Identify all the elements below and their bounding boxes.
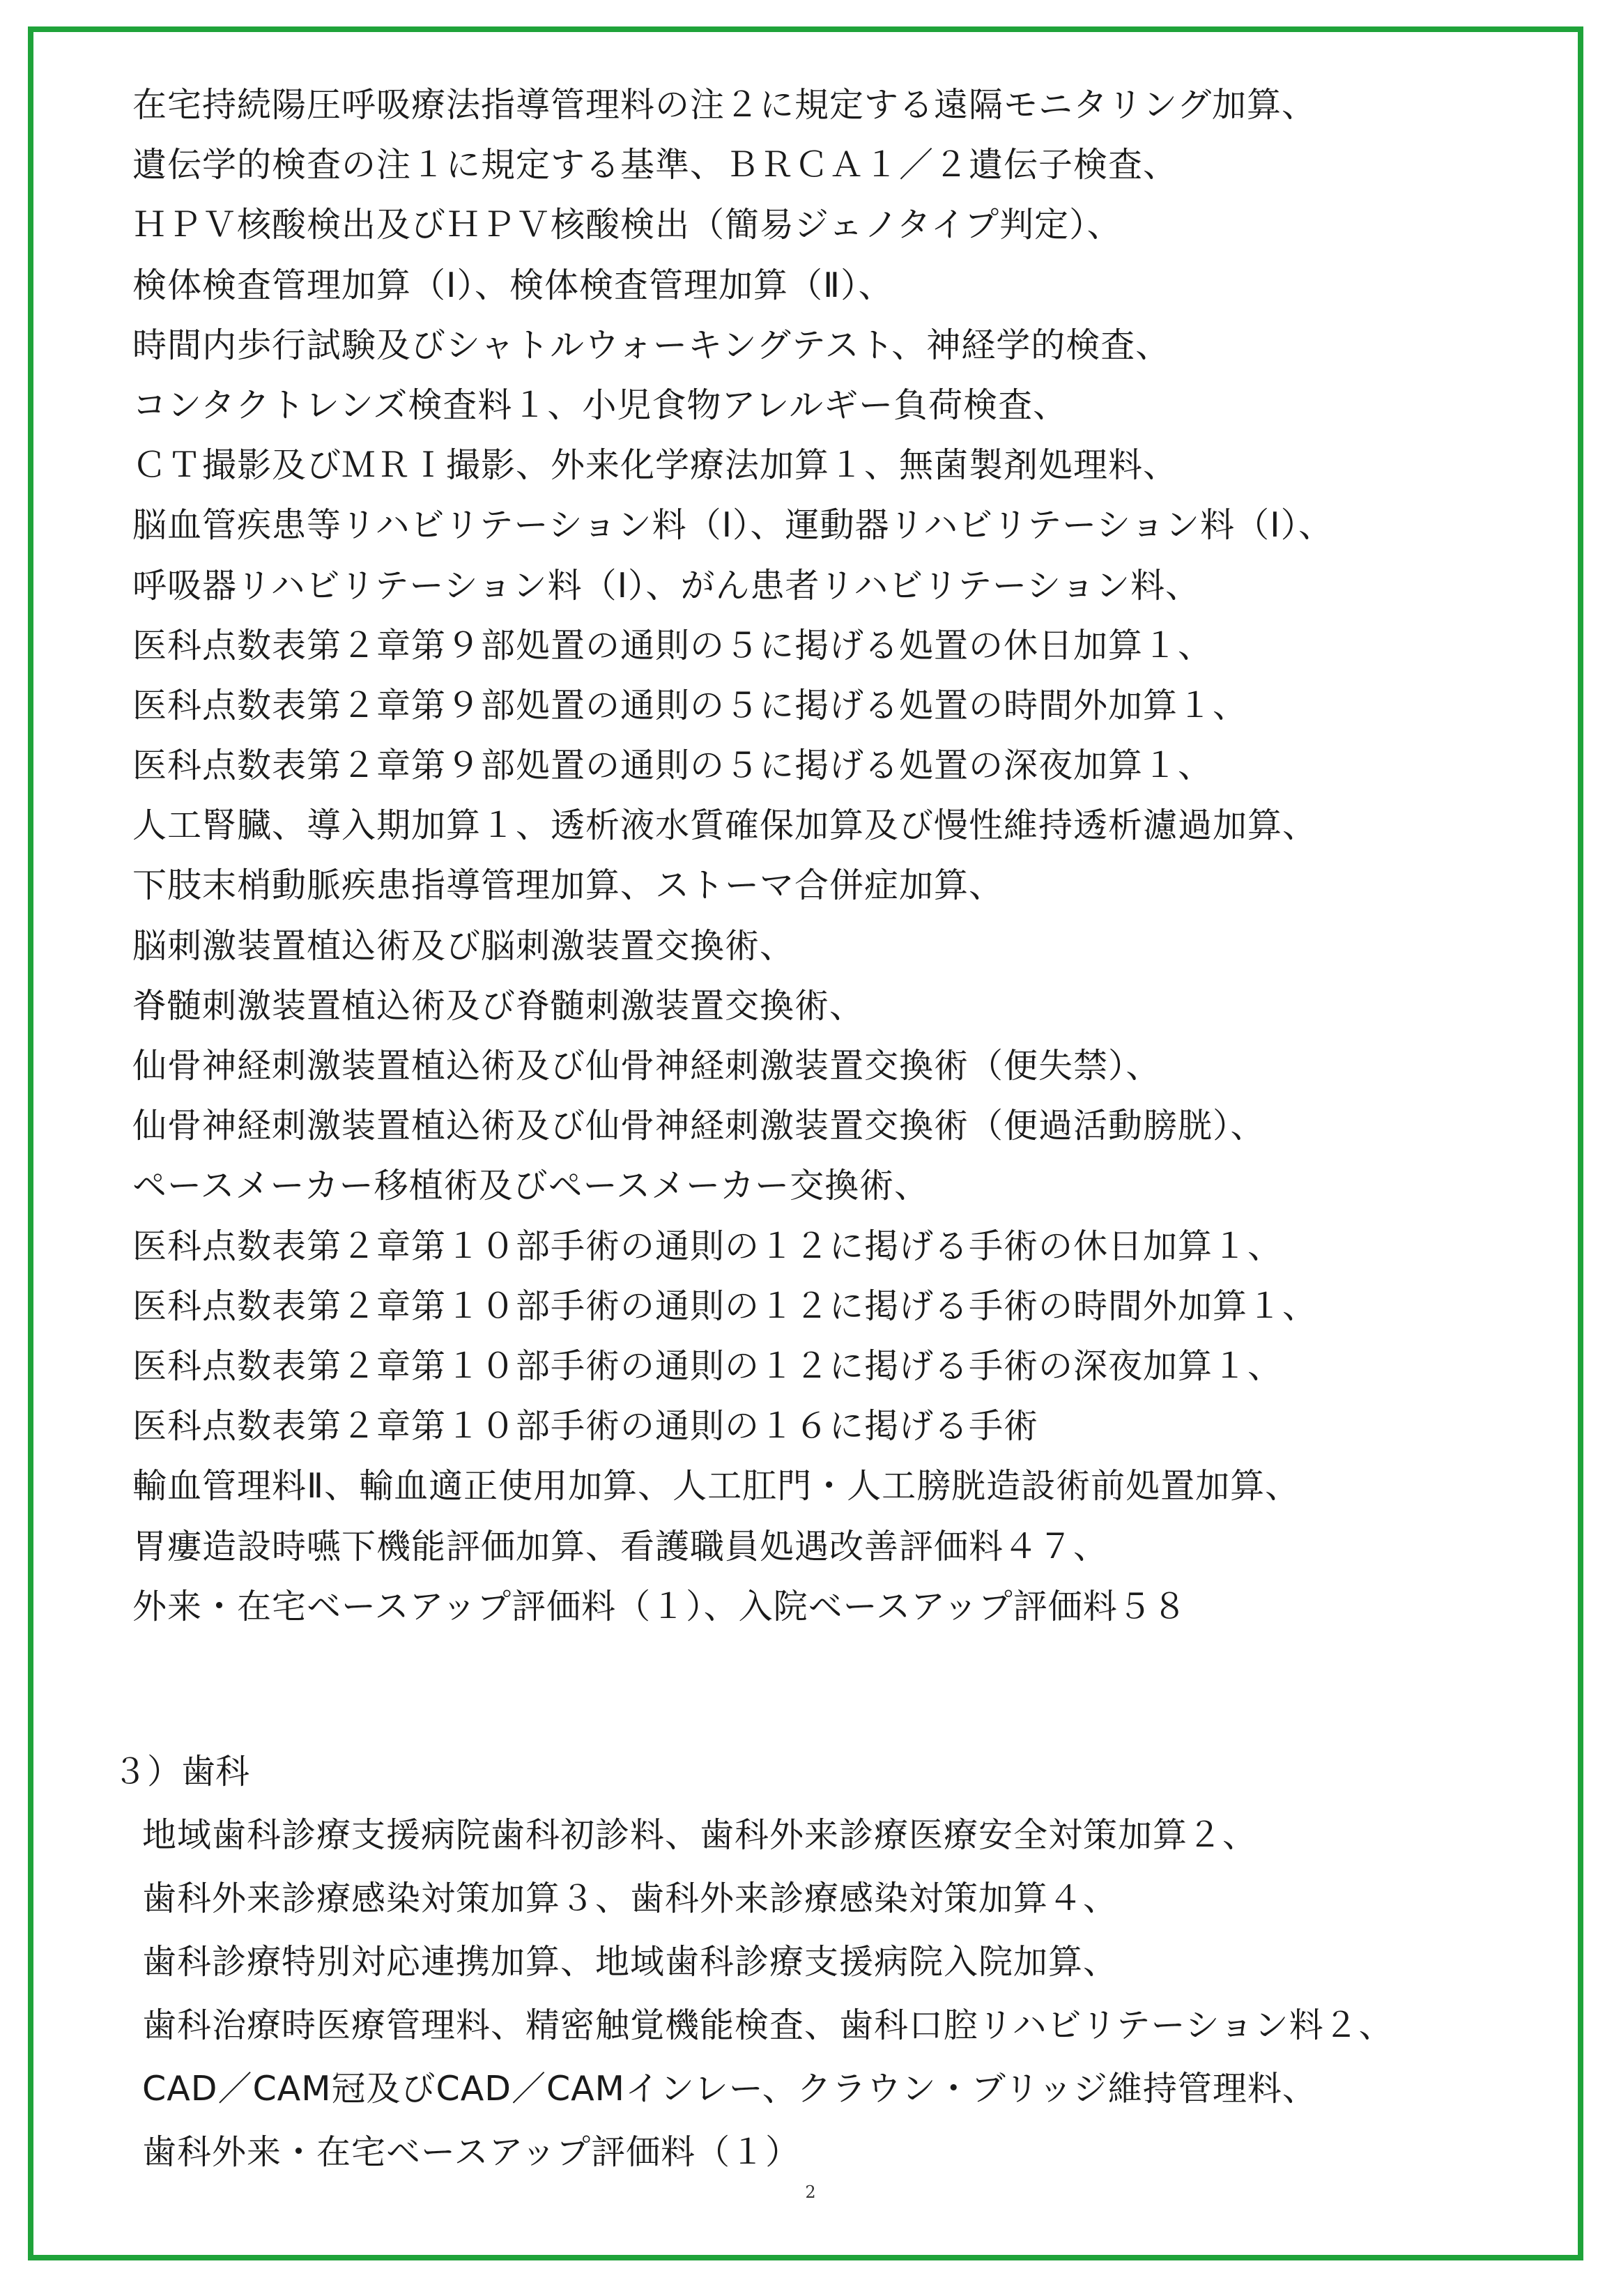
list-item: ＨＰＶ核酸検出及びＨＰＶ核酸検出（簡易ジェノタイプ判定）、	[132, 205, 1122, 245]
list-item: 人工腎臓、導入期加算１、透析液水質確保加算及び慢性維持透析濾過加算、	[132, 806, 1318, 846]
page-number: 2	[805, 2182, 816, 2202]
section-heading-dental: ３）歯科	[113, 1752, 250, 1792]
list-item: 輸血管理料Ⅱ、輸血適正使用加算、人工肛門・人工膀胱造設術前処置加算、	[132, 1466, 1300, 1507]
list-item: ペースメーカー移植術及びペースメーカー交換術、	[132, 1166, 930, 1206]
list-item: 脳血管疾患等リハビリテーション料（Ⅰ）、運動器リハビリテーション料（Ⅰ）、	[132, 505, 1334, 546]
list-item: 医科点数表第２章第１０部手術の通則の１２に掲げる手術の休日加算１、	[132, 1226, 1283, 1266]
medical-list	[132, 75, 1568, 1637]
list-item: 医科点数表第２章第９部処置の通則の５に掲げる処置の休日加算１、	[132, 625, 1213, 665]
list-item: 遺伝学的検査の注１に規定する基準、ＢＲＣＡ１／２遺伝子検査、	[132, 145, 1178, 185]
list-item: 下肢末梢動脈疾患指導管理加算、ストーマ合併症加算、	[132, 865, 1004, 906]
list-item: CAD／CAM冠及びCAD／CAMインレー、クラウン・ブリッジ維持管理料、	[142, 2069, 1317, 2109]
list-item: 仙骨神経刺激装置植込術及び仙骨神経刺激装置交換術（便失禁）、	[132, 1046, 1161, 1086]
list-item: 歯科治療時医療管理料、精密触覚機能検査、歯科口腔リハビリテーション料２、	[142, 2005, 1394, 2045]
list-item: 医科点数表第２章第１０部手術の通則の１２に掲げる手術の深夜加算１、	[132, 1346, 1283, 1386]
dental-list	[142, 1803, 1578, 2184]
list-item: コンタクトレンズ検査料１、小児食物アレルギー負荷検査、	[132, 385, 1068, 425]
list-item: 歯科診療特別対応連携加算、地域歯科診療支援病院入院加算、	[142, 1942, 1119, 1982]
list-item: 検体検査管理加算（Ⅰ）、検体検査管理加算（Ⅱ）、	[132, 265, 893, 305]
list-item: 在宅持続陽圧呼吸療法指導管理料の注２に規定する遠隔モニタリング加算、	[132, 85, 1317, 125]
list-item: 医科点数表第２章第１０部手術の通則の１２に掲げる手術の時間外加算１、	[132, 1286, 1318, 1326]
list-item: 医科点数表第２章第１０部手術の通則の１６に掲げる手術	[132, 1406, 1039, 1447]
list-item: 地域歯科診療支援病院歯科初診料、歯科外来診療医療安全対策加算２、	[142, 1815, 1258, 1855]
list-item: 呼吸器リハビリテーション料（Ⅰ）、がん患者リハビリテーション料、	[132, 565, 1201, 606]
list-item: 医科点数表第２章第９部処置の通則の５に掲げる処置の時間外加算１、	[132, 685, 1248, 725]
list-item: 脳刺激装置植込術及び脳刺激装置交換術、	[132, 925, 795, 966]
list-item: 歯科外来診療感染対策加算３、歯科外来診療感染対策加算４、	[142, 1879, 1119, 1918]
list-item: 外来・在宅ベースアップ評価料（１）、入院ベースアップ評価料５８	[132, 1586, 1188, 1626]
list-item: 仙骨神経刺激装置植込術及び仙骨神経刺激装置交換術（便過活動膀胱）、	[132, 1106, 1266, 1146]
list-item: ＣＴ撮影及びＭＲＩ撮影、外来化学療法加算１、無菌製剤処理料、	[132, 445, 1178, 486]
list-item: 脊髄刺激装置植込術及び脊髄刺激装置交換術、	[132, 985, 865, 1026]
list-item: 時間内歩行試験及びシャトルウォーキングテスト、神経学的検査、	[132, 325, 1171, 365]
list-item: 胃瘻造設時嚥下機能評価加算、看護職員処遇改善評価料４７、	[132, 1526, 1109, 1566]
list-item: 歯科外来・在宅ベースアップ評価料（１）	[142, 2132, 801, 2172]
list-item: 医科点数表第２章第９部処置の通則の５に掲げる処置の深夜加算１、	[132, 746, 1213, 786]
